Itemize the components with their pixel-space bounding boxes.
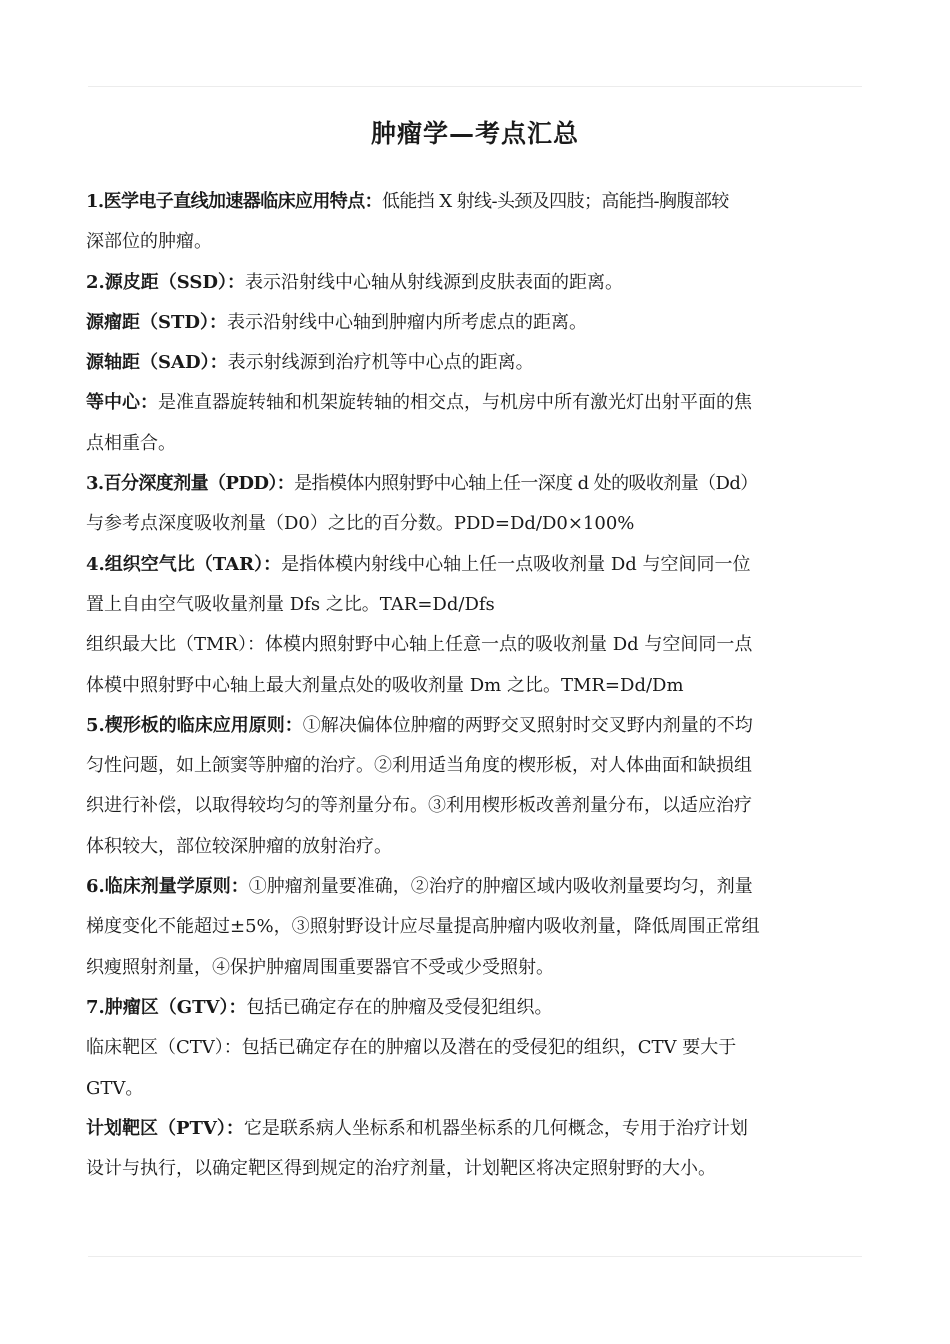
line-text: 点相重合。 — [86, 432, 176, 454]
line-text: 表示射线源到治疗机等中心点的距离。 — [227, 352, 534, 374]
text-line — [86, 504, 868, 544]
line-text: 织瘦照射剂量，④保护肿瘤周围重要器官不受或少受照射。 — [86, 956, 554, 978]
term-label: 7.肿瘤区（GTV）： — [86, 996, 247, 1018]
term-label: 3.百分深度剂量（PDD）： — [86, 473, 295, 495]
line-text: 设计与执行，以确定靶区得到规定的治疗剂量，计划靶区将决定照射野的大小。 — [86, 1158, 716, 1180]
text-line — [86, 867, 868, 907]
text-line — [86, 222, 868, 262]
term-label: 计划靶区（PTV）： — [86, 1117, 244, 1139]
text-line — [86, 948, 868, 988]
line-text: 是指体模内射线中心轴上任一点吸收剂量 Dd 与空间同一位 — [281, 553, 751, 575]
text-line — [86, 827, 868, 867]
text-line — [86, 424, 868, 464]
line-text: 是指模体内照射野中心轴上任一深度 d 处的吸收剂量（Dd） — [294, 473, 758, 495]
text-line — [86, 464, 868, 504]
text-line — [86, 303, 868, 343]
text-line — [86, 585, 868, 625]
text-line — [86, 383, 868, 423]
page-title: 肿瘤学—考点汇总 — [370, 119, 579, 148]
line-text: 临床靶区（CTV）：包括已确定存在的肿瘤以及潜在的受侵犯的组织，CTV 要大于 — [86, 1037, 737, 1059]
text-line — [86, 907, 868, 947]
header-divider — [88, 86, 862, 87]
text-line — [86, 988, 868, 1028]
text-line — [86, 1109, 868, 1149]
line-text: 梯度变化不能超过±5%，③照射野设计应尽量提高肿瘤内吸收剂量，降低周围正常组 — [86, 916, 760, 938]
line-text: 织进行补偿，以取得较均匀的等剂量分布。③利用楔形板改善剂量分布，以适应治疗 — [86, 795, 752, 817]
term-label: 2.源皮距（SSD）： — [86, 271, 246, 293]
line-text: 深部位的肿瘤。 — [86, 231, 212, 253]
line-text: 表示沿射线中心轴到肿瘤内所考虑点的距离。 — [227, 311, 588, 333]
line-text: 体模中照射野中心轴上最大剂量点处的吸收剂量 Dm 之比。TMR=Dd/Dm — [86, 674, 684, 696]
line-text: 表示沿射线中心轴从射线源到皮肤表面的距离。 — [245, 271, 624, 293]
text-line — [86, 343, 868, 383]
text-line — [86, 786, 868, 826]
text-line — [86, 1069, 868, 1109]
line-text: ①肿瘤剂量要准确，②治疗的肿瘤区域内吸收剂量要均匀，剂量 — [248, 876, 753, 898]
term-label: 源轴距（SAD）： — [86, 352, 228, 374]
line-text: 与参考点深度吸收剂量（D0）之比的百分数。PDD=Dd/D0×100% — [86, 513, 635, 535]
footer-divider — [88, 1256, 862, 1257]
text-line — [86, 706, 868, 746]
term-label: 5.楔形板的临床应用原则： — [86, 714, 303, 736]
line-text: ①解决偏体位肿瘤的两野交叉照射时交叉野内剂量的不均 — [302, 714, 753, 736]
term-label: 6.临床剂量学原则： — [86, 876, 249, 898]
term-label: 4.组织空气比（TAR）： — [86, 553, 282, 575]
term-label: 1.医学电子直线加速器临床应用特点： — [86, 191, 382, 212]
line-text: 匀性问题，如上颌窦等肿瘤的治疗。②利用适当角度的楔形板，对人体曲面和缺损组 — [86, 755, 752, 777]
text-line — [86, 1149, 868, 1189]
line-text: 置上自由空气吸收量剂量 Dfs 之比。TAR=Dd/Dfs — [86, 593, 495, 615]
document-body — [86, 182, 868, 1189]
line-text: 包括已确定存在的肿瘤及受侵犯组织。 — [246, 996, 553, 1018]
text-line — [86, 182, 868, 222]
line-text: 组织最大比（TMR）：体模内照射野中心轴上任意一点的吸收剂量 Dd 与空间同一点 — [86, 634, 753, 656]
text-line — [86, 625, 868, 665]
line-text: 它是联系病人坐标系和机器坐标系的几何概念，专用于治疗计划 — [243, 1117, 748, 1139]
line-text: GTV。 — [86, 1077, 144, 1099]
term-label: 等中心： — [86, 392, 158, 414]
text-line — [86, 545, 868, 585]
text-line — [86, 746, 868, 786]
line-text: 低能挡 X 射线-头颈及四肢；高能挡-胸腹部较 — [382, 191, 729, 212]
text-line — [86, 666, 868, 706]
line-text: 是准直器旋转轴和机架旋转轴的相交点，与机房中所有激光灯出射平面的焦 — [158, 392, 752, 414]
line-text: 体积较大，部位较深肿瘤的放射治疗。 — [86, 835, 392, 857]
term-label: 源瘤距（STD）： — [86, 311, 228, 333]
text-line — [86, 1028, 868, 1068]
text-line — [86, 263, 868, 303]
